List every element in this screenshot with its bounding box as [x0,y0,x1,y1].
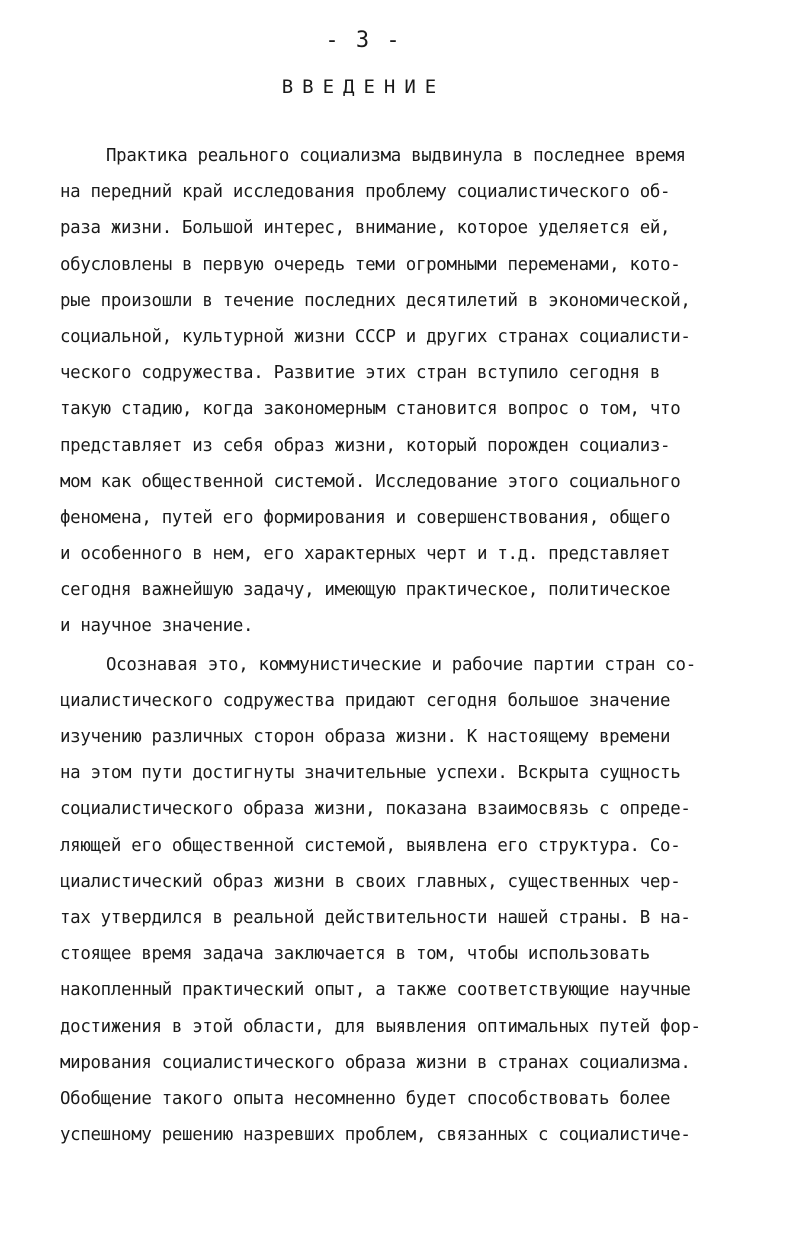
page-number: - 3 - [325,28,402,53]
body-text [60,138,750,1153]
text-line: изучению различных сторон образа жизни. К настоящему времени [60,727,671,747]
text-line: и научное значение. [60,616,254,637]
text-line: раза жизни. Большой интерес, внимание, которое уделяется ей, [60,218,671,239]
text-line: обусловлены в первую очередь теми огромными переменами, кото- [60,254,681,275]
text-line: циалистический образ жизни в своих главных, существенных чер- [60,871,681,892]
text-line: ляющей его общественной системой, выявлена его структура. Со- [60,835,681,856]
text-line: стоящее время задача заключается в том, чтобы использовать [60,944,650,965]
text-line: мом как общественной системой. Исследование этого социального [60,471,681,492]
text-line: представляет из себя образ жизни, который порожден социализ- [60,435,671,456]
text-line: накопленный практический опыт, а также соответствующие научные [60,980,691,1001]
text-line: рые произошли в течение последних десятилетий в экономической, [60,290,691,311]
text-line: Практика реального социализма выдвинула в последнее время [106,146,686,166]
text-line: Осознавая это, коммунистические и рабочие партии стран со- [106,654,696,675]
text-line: тах утвердился в реальной действительности нашей страны. В на- [60,907,691,928]
text-line: успешному решению назревших проблем, связанных с социалистиче- [60,1125,691,1146]
text-line: и особенного в нем, его характерных черт и т.д. представляет [60,544,671,565]
text-line: феномена, путей его формирования и совершенствования, общего [60,507,671,528]
text-line: достижения в этой области, для выявления оптимальных путей фор- [60,1016,701,1037]
text-line: сегодня важнейшую задачу, имеющую практическое, политическое [60,580,671,601]
text-line: ческого содружества. Развитие этих стран вступило сегодня в [60,363,661,384]
text-line: социалистического образа жизни, показана взаимосвязь с опреде- [60,799,691,820]
text-line: Обобщение такого опыта несомненно будет способствовать более [60,1088,671,1109]
text-line: социальной, культурной жизни СССР и других странах социалисти- [60,326,691,347]
section-heading: ВВЕДЕНИЕ [281,76,446,98]
text-line: такую стадию, когда закономерным становится вопрос о том, что [60,399,681,420]
text-line: циалистического содружества придают сегодня большое значение [60,690,671,711]
text-line: на этом пути достигнуты значительные успехи. Вскрыта сущность [60,763,681,784]
text-line: на передний край исследования проблему социалистического об- [60,182,671,203]
text-line: мирования социалистического образа жизни в странах социализма. [60,1052,691,1073]
